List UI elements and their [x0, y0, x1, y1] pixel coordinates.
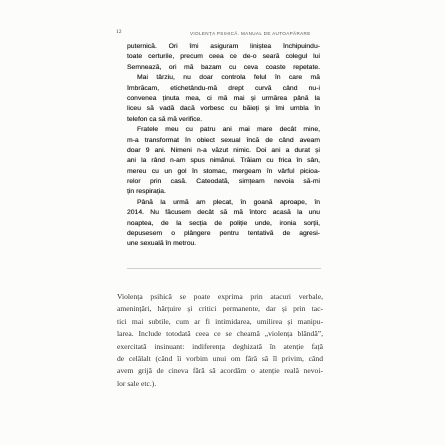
testimony-line: doar 9 ani. Nimeni n-a văzut nimic. Doi ani a durat și [127, 146, 320, 154]
testimony-line: țin respirația. [127, 188, 166, 196]
body-line: Violența psihică se poate exprima prin atacuri verbale, [117, 292, 323, 301]
testimony-line: puternică. Ori îmi asiguram liniștea închipuindu- [127, 43, 320, 50]
section-divider [127, 268, 321, 269]
testimony-line: depusesem o plângere pentru tentativă de agresi- [127, 230, 320, 238]
page-number: 12 [116, 29, 122, 35]
testimony-paragraph [127, 198, 320, 250]
testimony-paragraph [127, 73, 320, 125]
testimony-block [127, 42, 320, 250]
body-line: amenințări, hărțuire și critici permanente, dar și prin tac- [117, 304, 323, 314]
testimony-paragraph [127, 125, 320, 198]
testimony-line: Mai târziu, nu doar controla felul în care mă [137, 74, 320, 82]
body-line: avem grijă de cineva fără să acordăm o atenție reală nevoi- [117, 366, 323, 376]
body-line: tici mai subtile, cum ar fi intimidarea, umilirea și manipu- [117, 316, 323, 326]
testimony-line: noaptea, de la secția de poliție unde, ironia sorții, [127, 219, 320, 227]
testimony-line: toate certurile, precum ceea ce de-o seară colegul lui [127, 53, 320, 61]
testimony-line: Fratele meu cu patru ani mai mare decât mine, [137, 126, 320, 134]
testimony-line: relor prin casă. Cateodată, simțeam nevoia să-mi [127, 178, 320, 186]
testimony-paragraph [127, 42, 320, 73]
running-title: VIOLENȚA PSIHICĂ. MANUAL DE AUTOAPĂRARE [190, 30, 311, 36]
body-line: lor sale etc.). [117, 378, 157, 388]
body-paragraph [117, 291, 323, 390]
body-line: larea. Include totodată ceea ce se cheamă „violența blândă”, [117, 329, 323, 339]
testimony-line: une sexuală în metrou. [127, 240, 197, 248]
testimony-line: ani la rând n-am spus nimănui. Trăiam cu frica în sân, [127, 157, 320, 165]
testimony-line: convenea ținuta mea, ci mă mai și urmărea până la [127, 94, 320, 102]
testimony-line: liceu să vadă dacă vorbesc cu băieți și îmi umbla în [127, 105, 320, 113]
testimony-line: Până la urmă am plecat, în goană aproape, în [137, 198, 320, 206]
body-line: de celălalt (când îi vorbim unui om fără să îl privim, când [117, 353, 323, 363]
testimony-line: telefon ca să mă verifice. [127, 115, 203, 123]
body-line: exercitată insinuant: indiferența deghizată în atenție față [117, 341, 323, 351]
testimony-line: Semnează, ori mă bazam cu ceva coaste repetate. [127, 63, 320, 71]
testimony-line: 2014. Nu făcusem decât să mă întorc acasă la unu [127, 209, 320, 217]
testimony-line: m-a transformat în obiect sexual încă de când aveam [127, 136, 320, 144]
testimony-line: îmbrăcam, etichetându-mă drept curvă când nu-i [127, 84, 320, 92]
testimony-line: mereu cu un gol în stomac, mergeam în vârful picioa- [127, 167, 320, 175]
